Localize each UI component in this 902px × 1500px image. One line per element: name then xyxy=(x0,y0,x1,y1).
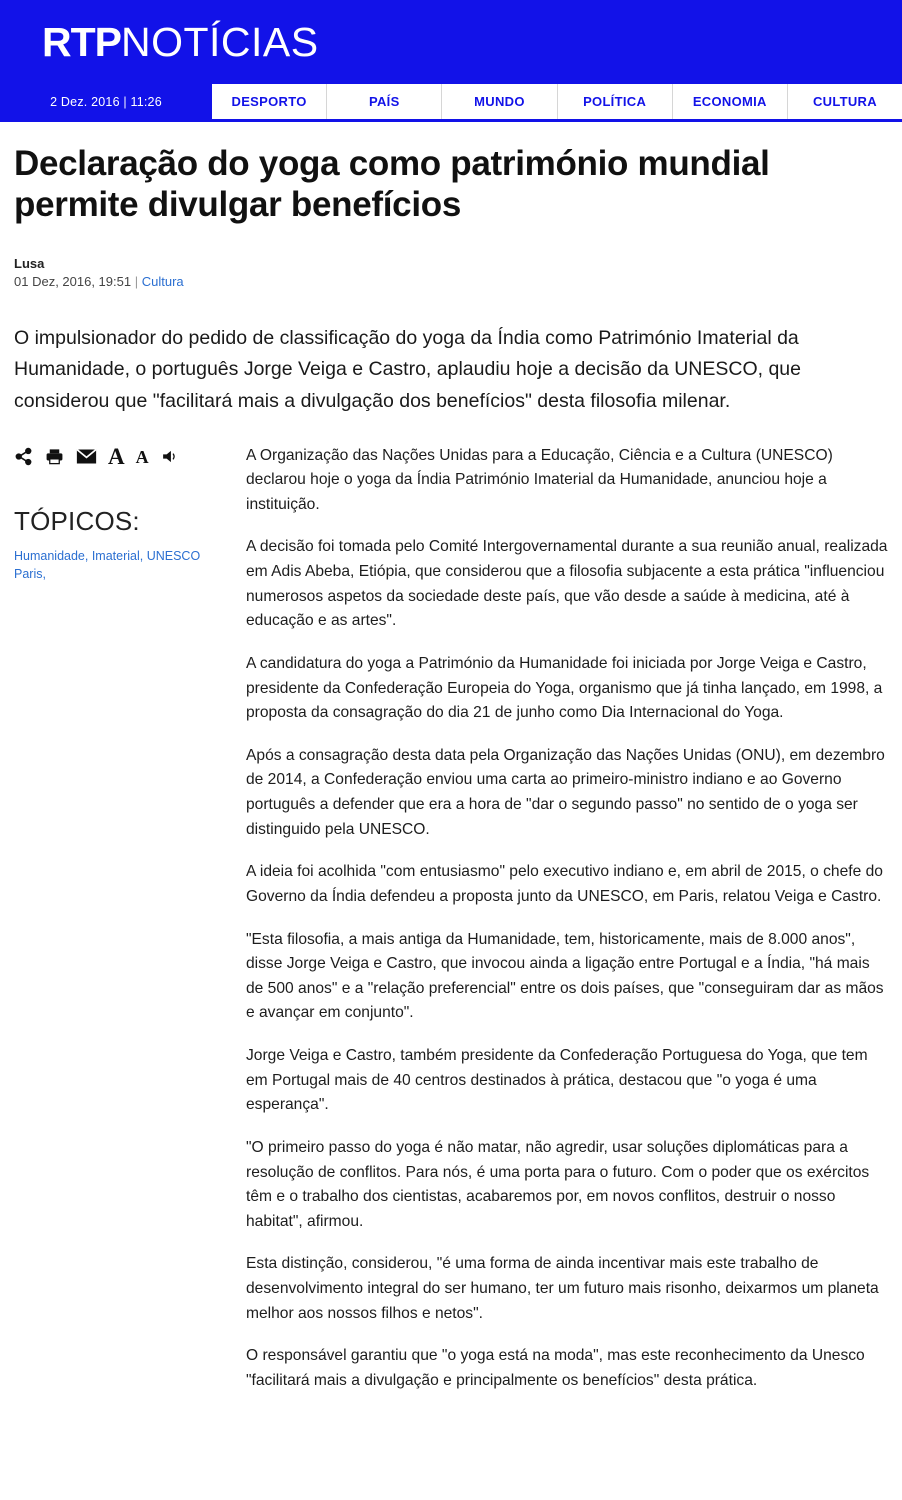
article-content xyxy=(0,144,902,1412)
byline xyxy=(14,256,888,289)
article-paragraph: A decisão foi tomada pelo Comité Intergovernamental durante a sua reunião anual, realizada em Adis Abeba, Etiópia, que considerou que a filosofia subjacente a esta prática "influenciou numerosos aspetos da sociedade deste país, que vão desde a saúde à medicina, até à educação e as artes". xyxy=(246,538,888,630)
site-logo[interactable] xyxy=(42,18,319,65)
share-icon[interactable] xyxy=(14,447,33,466)
topics-tags-text[interactable]: Humanidade, Imaterial, UNESCO Paris, xyxy=(14,548,201,581)
article-tools xyxy=(14,444,224,470)
email-icon[interactable] xyxy=(76,448,97,465)
byline-separator: | xyxy=(134,273,139,289)
article-paragraph: Esta distinção, considerou, "é uma forma de ainda incentivar mais este trabalho de desenvolvimento integral do ser humano, ter um futuro mais risonho, deixarmos um planeta melhor aos nossos filhos e netos". xyxy=(246,1255,879,1322)
speaker-icon[interactable] xyxy=(160,448,179,465)
nav-item-desporto[interactable]: DESPORTO xyxy=(212,84,327,119)
nav-item-politica[interactable]: POLÍTICA xyxy=(558,84,673,119)
font-increase-button[interactable]: A xyxy=(108,444,125,470)
topics-heading: TÓPICOS: xyxy=(14,505,140,536)
nav-items xyxy=(212,84,902,119)
nav-item-cultura[interactable]: CULTURA xyxy=(812,94,877,109)
article-paragraph: O responsável garantiu que "o yoga está na moda", mas este reconhecimento da Unesco "facilitará mais a divulgação e principalmente os benefícios" desta prática. xyxy=(246,1347,865,1389)
article-date: 01 Dez, 2016, 19:51 xyxy=(14,273,132,289)
article-paragraph: "O primeiro passo do yoga é não matar, não agredir, usar soluções diplomáticas para a resolução de conflitos. Para nós, é uma porta para o futuro. Com o poder que os exércitos têm e o trabalho dos cientistas, acabaremos por, em novos conflitos, destruir o nosso habitat", afirmou. xyxy=(246,1138,870,1230)
main-navigation xyxy=(0,84,902,122)
article-section-link[interactable]: Cultura xyxy=(141,273,184,289)
article-author: Lusa xyxy=(14,255,45,271)
print-icon[interactable] xyxy=(44,447,65,466)
page-title: Declaração do yoga como património mundial permite divulgar benefícios xyxy=(14,144,770,224)
article-paragraph: "Esta filosofia, a mais antiga da Humanidade, tem, historicamente, mais de 8.000 anos", disse Jorge Veiga e Castro, que invocou ainda a ligação entre Portugal e a Índia, "há mais de 500 anos" e a "relação preferencial" entre os dois países, que "conseguiram dar as mãos e avançar em conjunto". xyxy=(246,930,884,1022)
nav-item-pais[interactable]: PAÍS xyxy=(327,84,442,119)
article-paragraph: A ideia foi acolhida "com entusiasmo" pelo executivo indiano e, em abril de 2015, o chefe do Governo da Índia defendeu a proposta junto da UNESCO, em Paris, relatou Veiga e Castro. xyxy=(246,863,883,905)
logo-rtp: RTP xyxy=(42,18,121,65)
article-paragraph: Jorge Veiga e Castro, também presidente da Confederação Portuguesa do Yoga, que tem em Portugal mais de 40 centros destinados à prática, destacou que "o yoga é uma esperança". xyxy=(246,1047,868,1114)
article-paragraph: A candidatura do yoga a Património da Humanidade foi iniciada por Jorge Veiga e Castro, presidente da Confederação Europeia do Yoga, organismo que já tinha lançado, em 1998, a proposta da consagração do dia 21 de junho como Dia Internacional do Yoga. xyxy=(246,654,883,722)
nav-item-mundo[interactable]: MUNDO xyxy=(442,84,557,119)
article-paragraph: Após a consagração desta data pela Organização das Nações Unidas (ONU), em dezembro de 2014, a Confederação enviou uma carta ao primeiro-ministro indiano e ao Governo português a defender que era a hora de "dar o segundo passo" no sentido de o yoga ser distinguido pela UNESCO. xyxy=(246,746,885,838)
article-body-wrapper xyxy=(14,444,888,1412)
logo-noticias: NOTÍCIAS xyxy=(121,18,319,65)
topics-tags[interactable] xyxy=(14,547,224,583)
current-datetime: 2 Dez. 2016 | 11:26 xyxy=(0,84,212,119)
article-text xyxy=(232,444,888,1412)
font-decrease-button[interactable]: A xyxy=(135,446,149,467)
article-paragraph: A Organização das Nações Unidas para a Educação, Ciência e a Cultura (UNESCO) declarou hoje o yoga da Índia Património Imaterial da Humanidade, anunciou hoje a instituição. xyxy=(246,446,833,513)
article-sidebar xyxy=(14,444,232,1412)
article-lead: O impulsionador do pedido de classificação do yoga da Índia como Património Imaterial da Humanidade, o português Jorge Veiga e Castro, aplaudiu hoje a decisão da UNESCO, que considerou que "facilitará mais a divulgação dos benefícios" desta filosofia milenar. xyxy=(14,326,801,413)
nav-item-economia[interactable]: ECONOMIA xyxy=(673,84,788,119)
site-masthead xyxy=(0,0,902,84)
